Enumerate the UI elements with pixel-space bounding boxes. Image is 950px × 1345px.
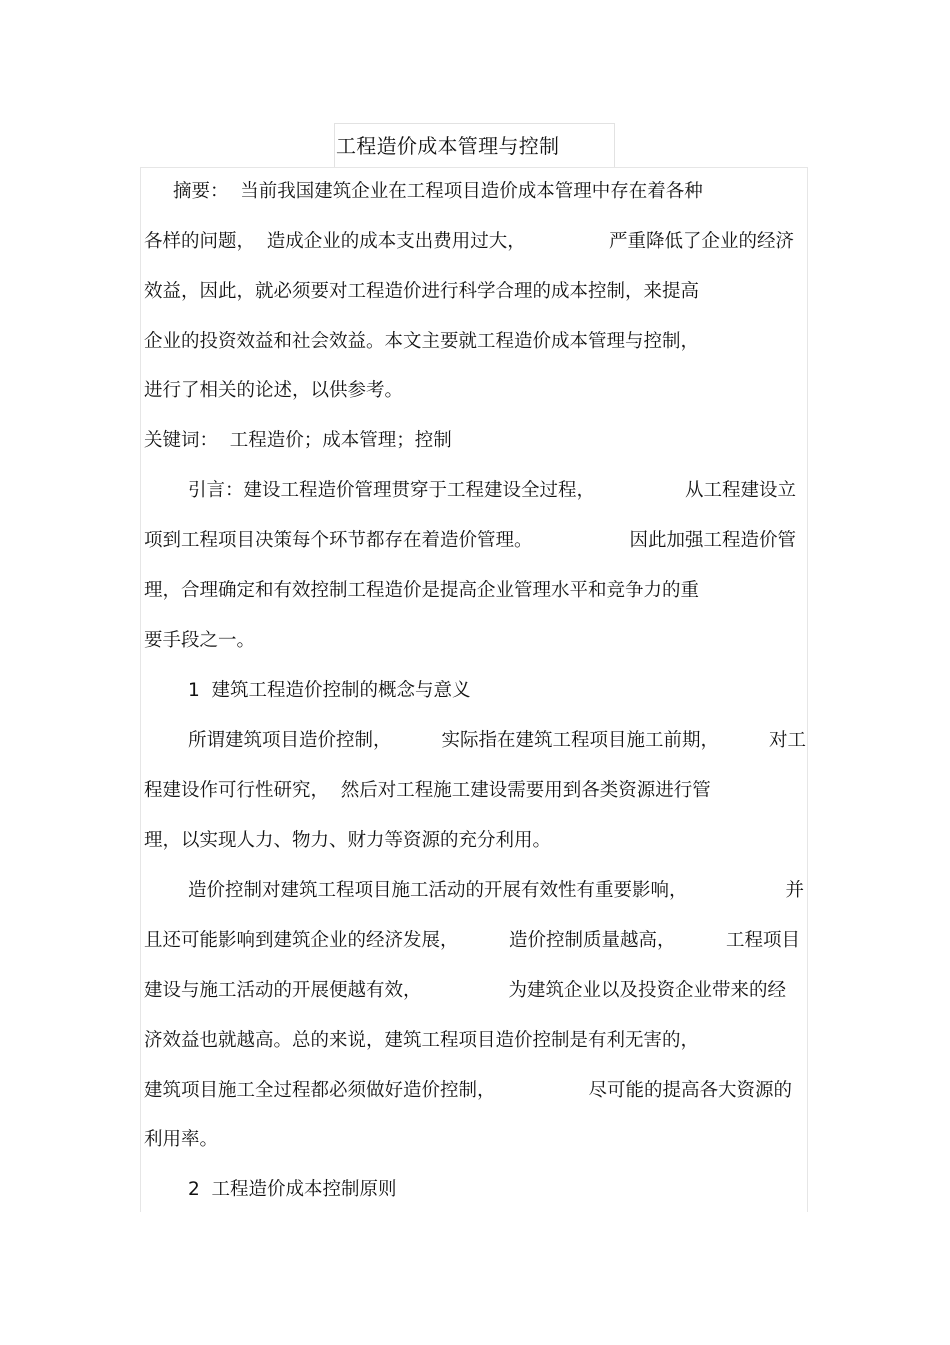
abstract-line: 企业的投资效益和社会效益。本文主要就工程造价成本管理与控制，	[144, 331, 700, 352]
abstract-line: 效益，因此，就必须要对工程造价进行科学合理的成本控制，来提高	[144, 281, 700, 302]
section-1-para-line: 济效益也就越高。总的来说，建筑工程项目造价控制是有利无害的，	[144, 1030, 700, 1051]
section-2-heading: 2 工程造价成本控制原则	[188, 1179, 397, 1200]
section-1-heading: 1 建筑工程造价控制的概念与意义	[188, 680, 471, 701]
document-title: 工程造价成本管理与控制	[336, 134, 560, 158]
intro-line: 理，合理确定和有效控制工程造价是提高企业管理水平和竞争力的重	[144, 580, 700, 601]
abstract-line: 各样的问题， 造成企业的成本支出费用过大， 严重降低了企业的经济	[144, 231, 794, 252]
section-1-para-line: 利用率。	[144, 1129, 219, 1150]
abstract-line: 进行了相关的论述，以供参考。	[144, 380, 404, 401]
intro-line: 要手段之一。	[144, 630, 256, 651]
section-1-para-line: 所谓建筑项目造价控制， 实际指在建筑工程项目施工前期， 对工	[188, 730, 806, 751]
keywords-line: 关键词： 工程造价；成本管理；控制	[144, 430, 452, 451]
section-1-para-line: 理，以实现人力、物力、财力等资源的充分利用。	[144, 830, 552, 851]
section-1-para-line: 且还可能影响到建筑企业的经济发展， 造价控制质量越高， 工程项目	[144, 930, 800, 951]
section-1-para-line: 程建设作可行性研究， 然后对工程施工建设需要用到各类资源进行管	[144, 780, 711, 801]
intro-line: 引言：建设工程造价管理贯穿于工程建设全过程， 从工程建设立	[188, 480, 796, 501]
intro-line: 项到工程项目决策每个环节都存在着造价管理。 因此加强工程造价管	[144, 530, 796, 551]
section-1-para-line: 建筑项目施工全过程都必须做好造价控制， 尽可能的提高各大资源的	[144, 1080, 792, 1101]
section-1-para-line: 造价控制对建筑工程项目施工活动的开展有效性有重要影响， 并	[188, 880, 804, 901]
section-1-para-line: 建设与施工活动的开展便越有效， 为建筑企业以及投资企业带来的经	[144, 980, 786, 1001]
abstract-line: 摘要： 当前我国建筑企业在工程项目造价成本管理中存在着各种	[173, 181, 703, 202]
